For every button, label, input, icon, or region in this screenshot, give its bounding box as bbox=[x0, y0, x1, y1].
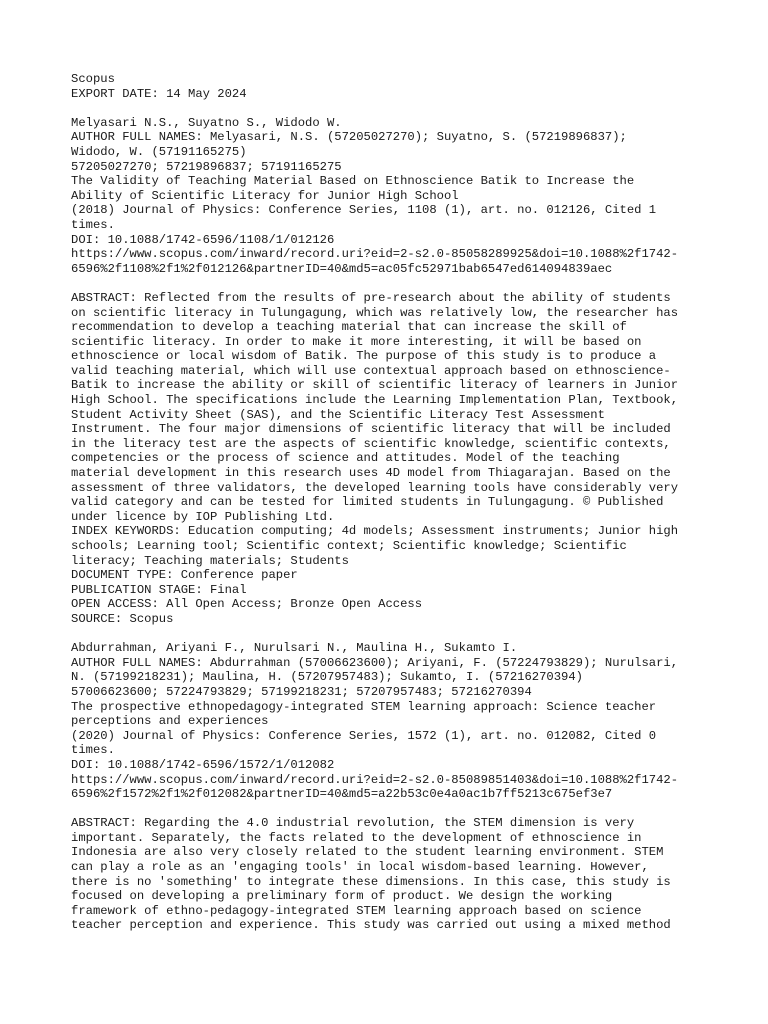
record-doi: DOI: 10.1088/1742-6596/1108/1/012126 bbox=[71, 232, 335, 247]
record-author-full-names: AUTHOR FULL NAMES: Melyasari, N.S. (57205027270); Suyatno, S. (57219896837); Widodo, W. (57191165275) bbox=[71, 130, 627, 159]
spacer bbox=[71, 627, 711, 642]
document-page bbox=[71, 72, 711, 933]
record-citation: (2018) Journal of Physics: Conference Series, 1108 (1), art. no. 012126, Cited 1 times. bbox=[71, 203, 657, 232]
record-url[interactable]: https://www.scopus.com/inward/record.uri?eid=2-s2.0-85089851403&doi=10.1088%2f1742- 6596%2f1572%2f1%2f012082&partnerID=40&md5=a22b53c0e4a0ac1b7ff5213c675ef3e7 bbox=[71, 772, 679, 802]
spacer bbox=[71, 276, 711, 291]
record-abstract: ABSTRACT: Regarding the 4.0 industrial revolution, the STEM dimension is very important. Separately, the facts related to the development of ethnoscience in Indonesia are also very closely related to the student learning environment. STEM can play a role as an 'engaging tools' in local wisdom-based learning. However, there is no 'something' to integrate these dimensions. In this case, this study is focused on developing a preliminary form of product. We design the working framework of ethno-pedagogy-integrated STEM learning approach based on science teacher perception and experience. This study was carried out using a mixed method bbox=[71, 816, 671, 933]
record-document-type: DOCUMENT TYPE: Conference paper bbox=[71, 568, 298, 583]
record-author-ids: 57205027270; 57219896837; 57191165275 bbox=[71, 159, 342, 174]
export-date: EXPORT DATE: 14 May 2024 bbox=[71, 86, 247, 101]
record-publication-stage: PUBLICATION STAGE: Final bbox=[71, 582, 247, 597]
record-2 bbox=[71, 641, 711, 933]
spacer bbox=[71, 101, 711, 116]
spacer bbox=[71, 802, 711, 817]
record-author-ids: 57006623600; 57224793829; 57199218231; 57207957483; 57216270394 bbox=[71, 684, 532, 699]
record-abstract: ABSTRACT: Reflected from the results of pre-research about the ability of students on scientific literacy in Tulungagung, which was relatively low, the researcher has recommendation to develop a teaching material that can increase the skill of scientific literacy. In order to make it more interesting, it will be based on ethnoscience or local wisdom of Batik. The purpose of this study is to produce a valid teaching material, which will use contextual approach based on ethnoscience- Batik to increase the ability or skill of scientific literacy of learners in Junior High School. The specifications include the Learning Implementation Plan, Textbook, Student Activity Sheet (SAS), and the Scientific Literacy Test Assessment Instrument. The four major dimensions of scientific literacy that will be included in the literacy test are the aspects of scientific knowledge, scientific contexts, competencies or the process of science and attitudes. Model of the teaching material development in this research uses 4D model from Thiagarajan. Based on the assessment of three validators, the developed learning tools have considerably very valid category and can be tested for limited students in Tulungagung. © Published under licence by IOP Publishing Ltd. bbox=[71, 290, 679, 524]
record-doi: DOI: 10.1088/1742-6596/1572/1/012082 bbox=[71, 757, 335, 772]
record-index-keywords: INDEX KEYWORDS: Education computing; 4d models; Assessment instruments; Junior high schools; Learning tool; Scientific context; Scientific knowledge; Scientific literacy; Teaching materials; Students bbox=[71, 524, 679, 568]
record-source: SOURCE: Scopus bbox=[71, 611, 174, 626]
record-citation: (2020) Journal of Physics: Conference Series, 1572 (1), art. no. 012082, Cited 0 times. bbox=[71, 728, 657, 758]
record-open-access: OPEN ACCESS: All Open Access; Bronze Open Access bbox=[71, 597, 423, 612]
record-title: The Validity of Teaching Material Based on Ethnoscience Batik to Increase the Ability of Scientific Literacy for Junior High School bbox=[71, 174, 635, 203]
record-authors: Abdurrahman, Ariyani F., Nurulsari N., Maulina H., Sukamto I. bbox=[71, 641, 518, 656]
record-authors: Melyasari N.S., Suyatno S., Widodo W. bbox=[71, 115, 342, 130]
record-url[interactable]: https://www.scopus.com/inward/record.uri?eid=2-s2.0-85058289925&doi=10.1088%2f1742- 6596%2f1108%2f1%2f012126&partnerID=40&md5=ac05fc52971bab6547ed614094839aec bbox=[71, 247, 679, 276]
record-title: The prospective ethnopedagogy-integrated STEM learning approach: Science teacher perceptions and experiences bbox=[71, 699, 657, 729]
record-author-full-names: AUTHOR FULL NAMES: Abdurrahman (57006623600); Ariyani, F. (57224793829); Nurulsari, N. (57199218231); Maulina, H. (57207957483); Sukamto, I. (57216270394) bbox=[71, 655, 679, 685]
record-1 bbox=[71, 116, 711, 627]
source-label: Scopus bbox=[71, 72, 115, 86]
